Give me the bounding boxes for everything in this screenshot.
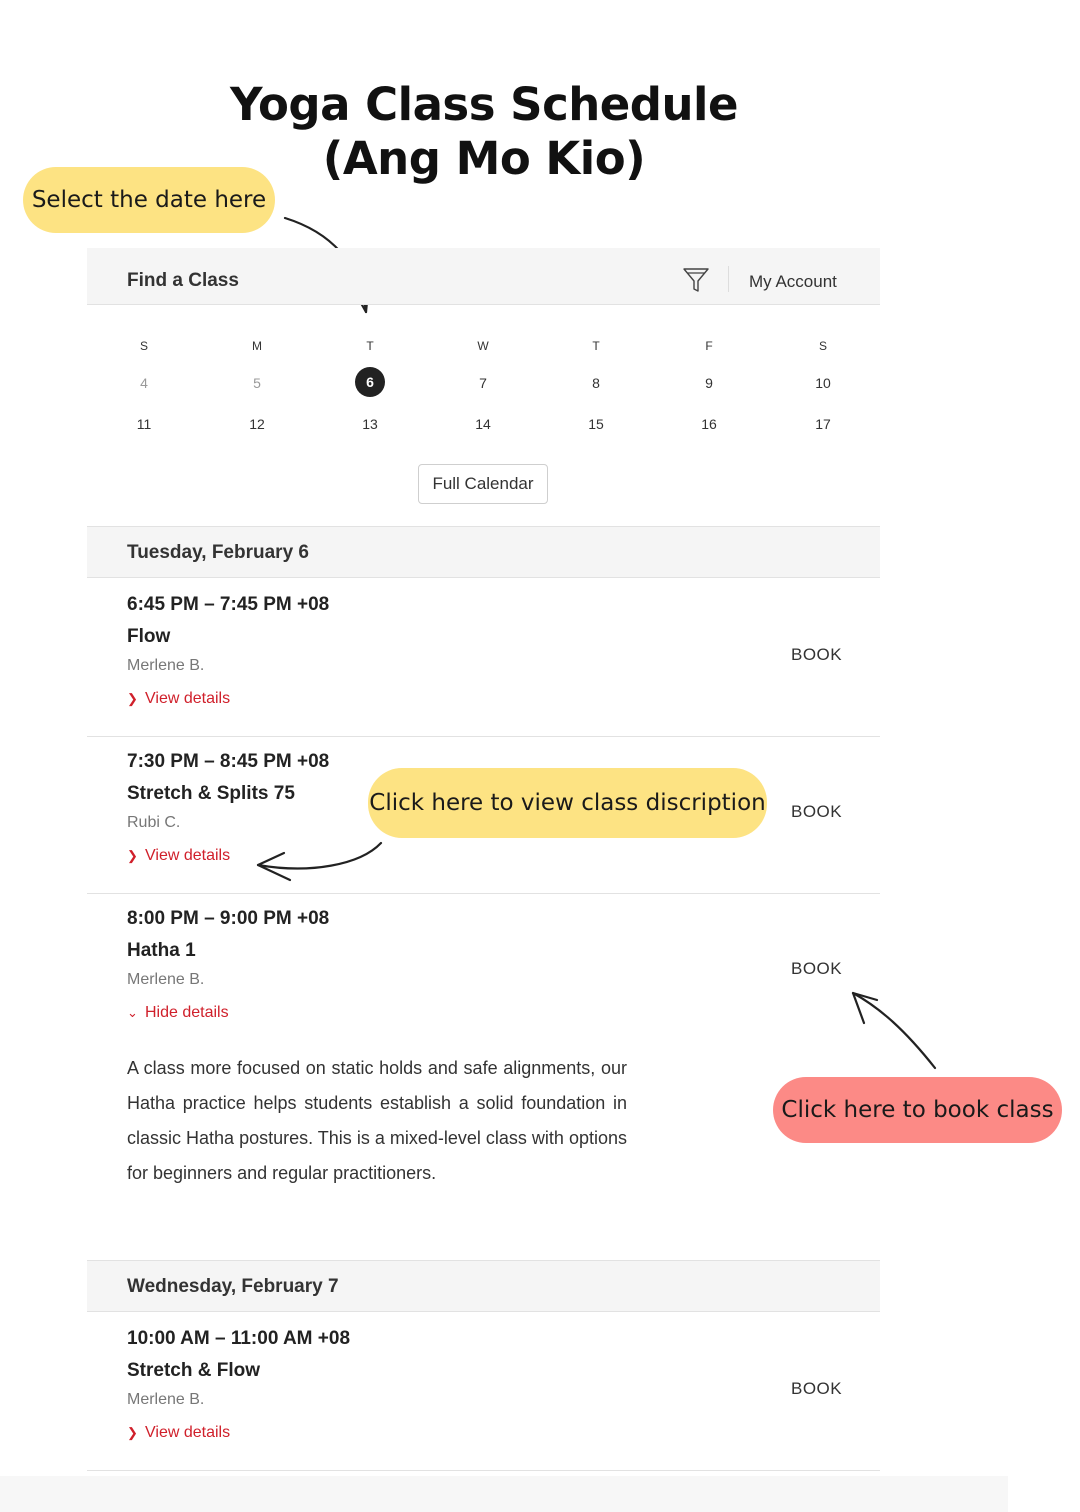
class-item — [87, 751, 880, 881]
class-name: Flow — [127, 626, 171, 647]
class-name: Hatha 1 — [127, 940, 196, 961]
weekday-sat: S — [818, 339, 827, 353]
class-item — [87, 594, 880, 724]
class-teacher: Rubi C. — [127, 814, 181, 831]
chevron-right-icon: ❯ — [127, 1425, 138, 1440]
view-details-label: View details — [145, 690, 231, 707]
calendar-date[interactable]: 7 — [479, 375, 487, 391]
class-teacher: Merlene B. — [127, 971, 205, 988]
callout-book-class: Click here to book class — [773, 1077, 1062, 1143]
day-header-label: Tuesday, February 6 — [127, 542, 309, 563]
my-account-link[interactable]: My Account — [749, 272, 837, 291]
header-divider — [728, 266, 729, 292]
calendar-date-selected[interactable] — [350, 367, 390, 397]
calendar-date[interactable]: 4 — [140, 375, 148, 391]
calendar-date[interactable]: 16 — [701, 416, 717, 432]
class-time: 6:45 PM – 7:45 PM +08 — [127, 594, 330, 615]
weekday-mon: M — [252, 339, 262, 353]
book-button[interactable]: BOOK — [791, 959, 843, 978]
weekday-sun: S — [139, 339, 148, 353]
day-header — [87, 526, 880, 578]
page-title-line1: Yoga Class Schedule — [230, 78, 738, 131]
weekday-fri: F — [705, 339, 713, 353]
calendar-date[interactable]: 15 — [588, 416, 604, 432]
book-button[interactable]: BOOK — [791, 802, 843, 821]
class-teacher: Merlene B. — [127, 657, 205, 674]
callout-select-date: Select the date here — [23, 167, 275, 233]
class-description: A class more focused on static holds and safe alignments, our Hatha practice helps students establish a solid foundation in classic Hatha postures. This is a mixed-level class with options for beginners and regular practitioners. — [127, 1058, 627, 1183]
class-teacher: Merlene B. — [127, 1391, 205, 1408]
filter-funnel-icon[interactable] — [682, 266, 710, 294]
chevron-right-icon: ❯ — [127, 691, 138, 706]
calendar-date[interactable]: 12 — [249, 416, 265, 432]
view-details-link[interactable] — [127, 690, 230, 708]
divider — [87, 1470, 880, 1471]
calendar-date[interactable]: 9 — [705, 375, 713, 391]
book-button[interactable]: BOOK — [791, 645, 843, 664]
class-time: 10:00 AM – 11:00 AM +08 — [127, 1328, 351, 1349]
page-title-line2: (Ang Mo Kio) — [322, 132, 646, 185]
hide-details-label: Hide details — [145, 1004, 229, 1021]
class-name: Stretch & Splits 75 — [127, 783, 295, 804]
class-name: Stretch & Flow — [127, 1360, 261, 1381]
class-time: 8:00 PM – 9:00 PM +08 — [127, 908, 330, 929]
view-details-label: View details — [145, 1424, 231, 1441]
divider — [87, 893, 880, 894]
find-class-title: Find a Class — [127, 270, 239, 291]
class-item — [87, 1328, 880, 1458]
book-button[interactable]: BOOK — [791, 1379, 843, 1398]
day-header — [87, 1260, 880, 1312]
page-bottom-edge — [0, 1476, 1008, 1512]
calendar-date[interactable]: 14 — [475, 416, 491, 432]
view-details-link[interactable] — [127, 847, 230, 865]
full-calendar-button[interactable]: Full Calendar — [418, 464, 548, 504]
view-details-link[interactable] — [127, 1424, 230, 1442]
callout-view-description: Click here to view class discription — [368, 768, 767, 838]
find-class-header — [87, 248, 880, 305]
weekday-wed: W — [477, 339, 489, 353]
calendar-date[interactable]: 13 — [362, 416, 378, 432]
selected-date-label: 6 — [355, 367, 385, 397]
weekday-tue: T — [366, 339, 374, 353]
calendar-date[interactable]: 17 — [815, 416, 831, 432]
divider — [87, 736, 880, 737]
class-item — [87, 908, 880, 1038]
hide-details-link[interactable] — [127, 1004, 229, 1022]
view-details-label: View details — [145, 847, 231, 864]
day-header-label: Wednesday, February 7 — [127, 1276, 339, 1297]
calendar-date[interactable]: 8 — [592, 375, 600, 391]
chevron-right-icon: ❯ — [127, 848, 138, 863]
calendar-date[interactable]: 10 — [815, 375, 831, 391]
calendar-date[interactable]: 11 — [136, 416, 152, 432]
weekday-thu: T — [592, 339, 600, 353]
chevron-down-icon: ⌄ — [127, 1005, 138, 1020]
calendar-date[interactable]: 5 — [253, 375, 261, 391]
class-time: 7:30 PM – 8:45 PM +08 — [127, 751, 330, 772]
